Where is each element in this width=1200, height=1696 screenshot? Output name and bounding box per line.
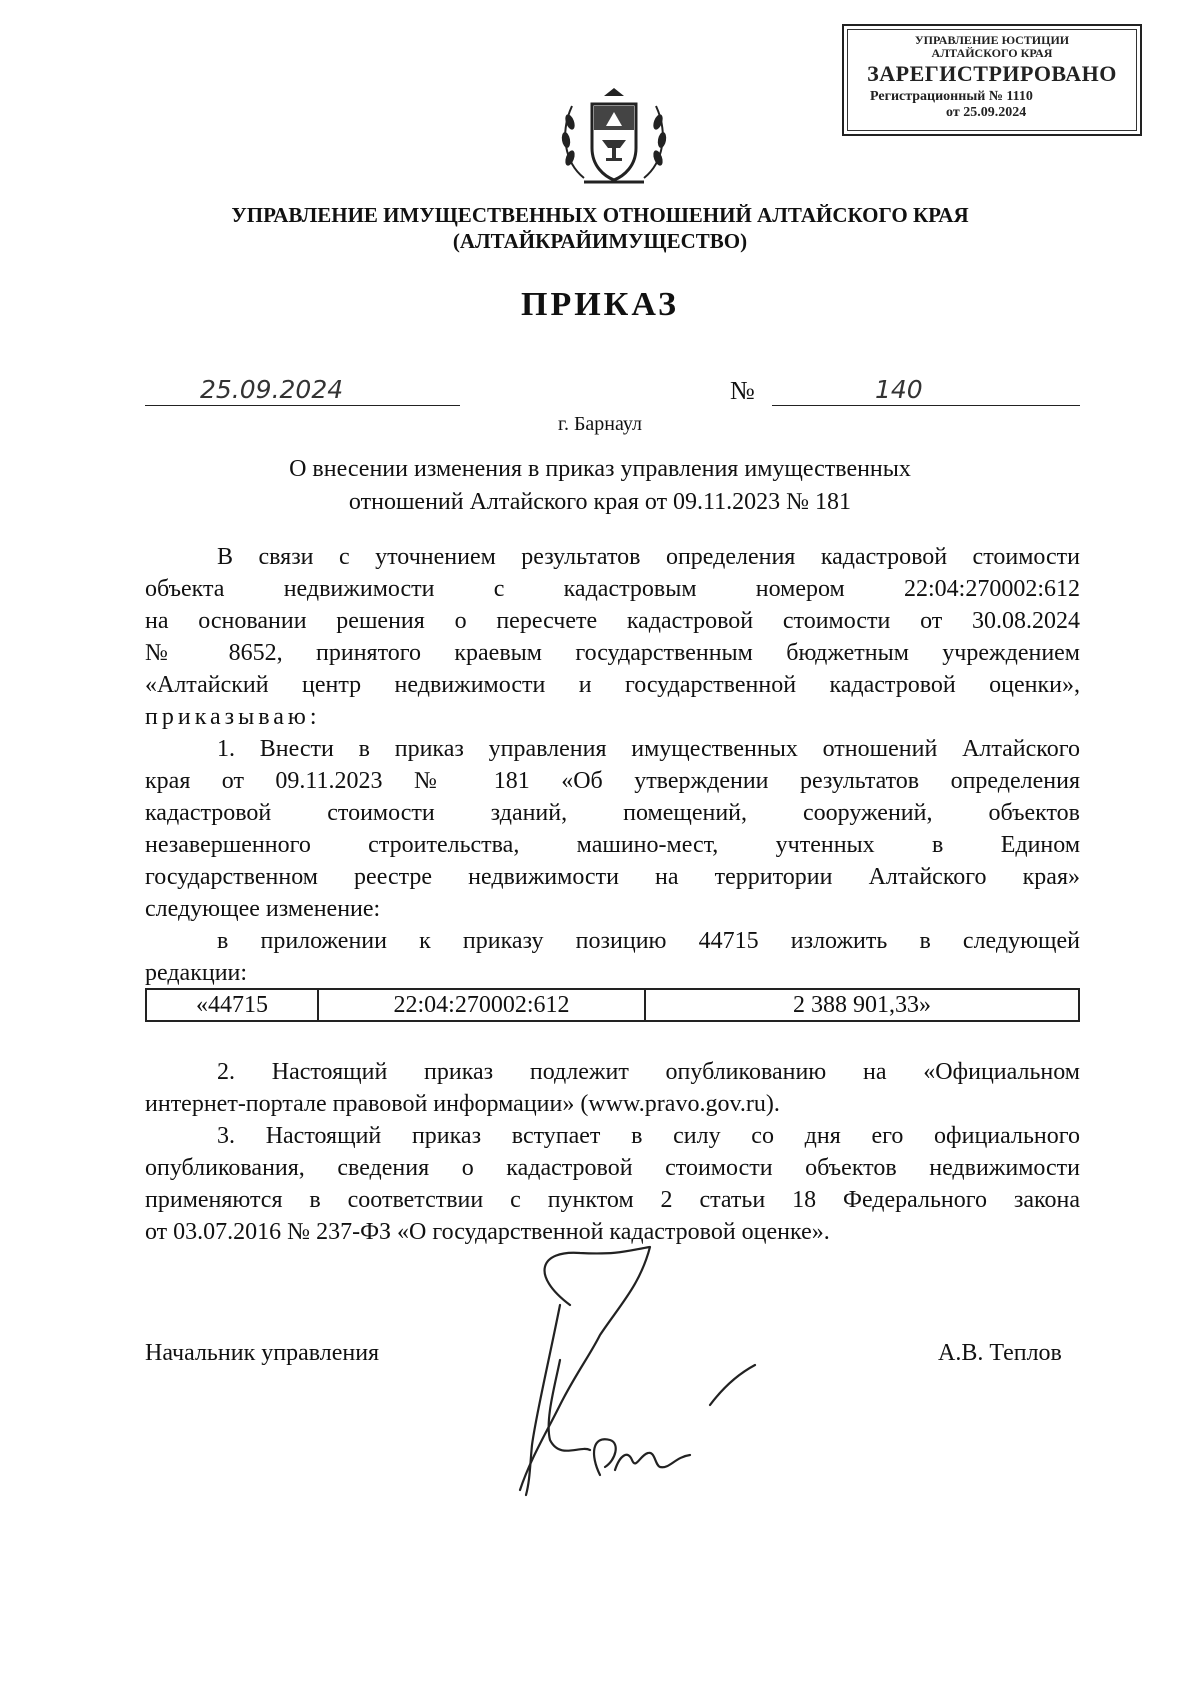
text-line: применяются в соответствии с пунктом 2 статьи 18 Федерального закона [145, 1187, 1080, 1213]
position-table [145, 988, 1080, 1022]
text-line: следующее изменение: [145, 896, 381, 922]
registration-stamp [842, 24, 1142, 136]
organization-short-name: (АЛТАЙКРАЙИМУЩЕСТВО) [452, 229, 748, 253]
text-line: В связи с уточнением результатов определения кадастровой стоимости [217, 544, 1080, 570]
stamp-reg-number: Регистрационный № 1110 [870, 89, 1033, 104]
text-line: края от 09.11.2023 № 181 «Об утверждении результатов определения [145, 768, 1080, 794]
subject-line: отношений Алтайского края от 09.11.2023 № 181 [348, 489, 852, 515]
subject-line: О внесении изменения в приказ управления имущественных [289, 456, 911, 482]
text-line: от 03.07.2016 № 237-ФЗ «О государственной кадастровой оценке». [145, 1219, 830, 1245]
text-line: государственном реестре недвижимости на территории Алтайского края» [145, 864, 1080, 890]
text-line: редакции: [145, 960, 248, 986]
position-number-cell: «44715 [146, 989, 318, 1021]
signatory-name: А.В. Теплов [938, 1340, 1062, 1366]
city: г. Барнаул [558, 413, 642, 435]
text-line: № 8652, принятого краевым государственным бюджетным учреждением [145, 640, 1080, 666]
text-line: на основании решения о пересчете кадастровой стоимости от 30.08.2024 [145, 608, 1080, 634]
number-sign: № [730, 376, 755, 405]
handwritten-signature [500, 1245, 840, 1505]
cadastral-number-cell: 22:04:270002:612 [318, 989, 645, 1021]
stamp-authority-line1: УПРАВЛЕНИЕ ЮСТИЦИИ [914, 33, 1070, 47]
document-date: 25.09.2024 [200, 375, 344, 404]
order-word: приказываю: [145, 704, 321, 730]
item-1 [145, 733, 1080, 989]
item-2 [145, 1056, 1080, 1120]
organization-name: УПРАВЛЕНИЕ ИМУЩЕСТВЕННЫХ ОТНОШЕНИЙ АЛТАЙСКОГО КРАЯ [231, 203, 969, 227]
text-line: кадастровой стоимости зданий, помещений, сооружений, объектов [145, 800, 1080, 826]
coat-of-arms-icon [554, 82, 674, 190]
stamp-status: ЗАРЕГИСТРИРОВАНО [867, 61, 1117, 86]
document-number: 140 [875, 375, 923, 404]
text-line: интернет-портале правовой информации» (www.pravo.gov.ru). [145, 1091, 780, 1117]
item-3 [145, 1120, 1080, 1248]
cadastral-value-cell: 2 388 901,33» [645, 989, 1079, 1021]
document-subject [0, 453, 1200, 519]
number-underline [772, 405, 1080, 406]
stamp-reg-date: от 25.09.2024 [946, 105, 1027, 120]
text-line: 3. Настоящий приказ вступает в силу со дня его официального [217, 1123, 1080, 1149]
text-line: опубликования, сведения о кадастровой стоимости объектов недвижимости [145, 1155, 1080, 1181]
date-underline [145, 405, 460, 406]
text-line: в приложении к приказу позицию 44715 изложить в следующей [217, 928, 1080, 954]
text-line: «Алтайский центр недвижимости и государственной кадастровой оценки», [145, 672, 1080, 698]
signatory-position: Начальник управления [145, 1340, 380, 1366]
preamble [145, 541, 1080, 733]
stamp-authority-line2: АЛТАЙСКОГО КРАЯ [931, 46, 1053, 60]
table-row [146, 989, 1079, 1021]
text-line: 2. Настоящий приказ подлежит опубликованию на «Официальном [217, 1059, 1080, 1085]
document-type-title: ПРИКАЗ [521, 286, 679, 323]
text-line: 1. Внести в приказ управления имущественных отношений Алтайского [217, 736, 1080, 762]
text-line: незавершенного строительства, машино-мест, учтенных в Едином [145, 832, 1080, 858]
text-line: объекта недвижимости с кадастровым номером 22:04:270002:612 [145, 576, 1080, 602]
